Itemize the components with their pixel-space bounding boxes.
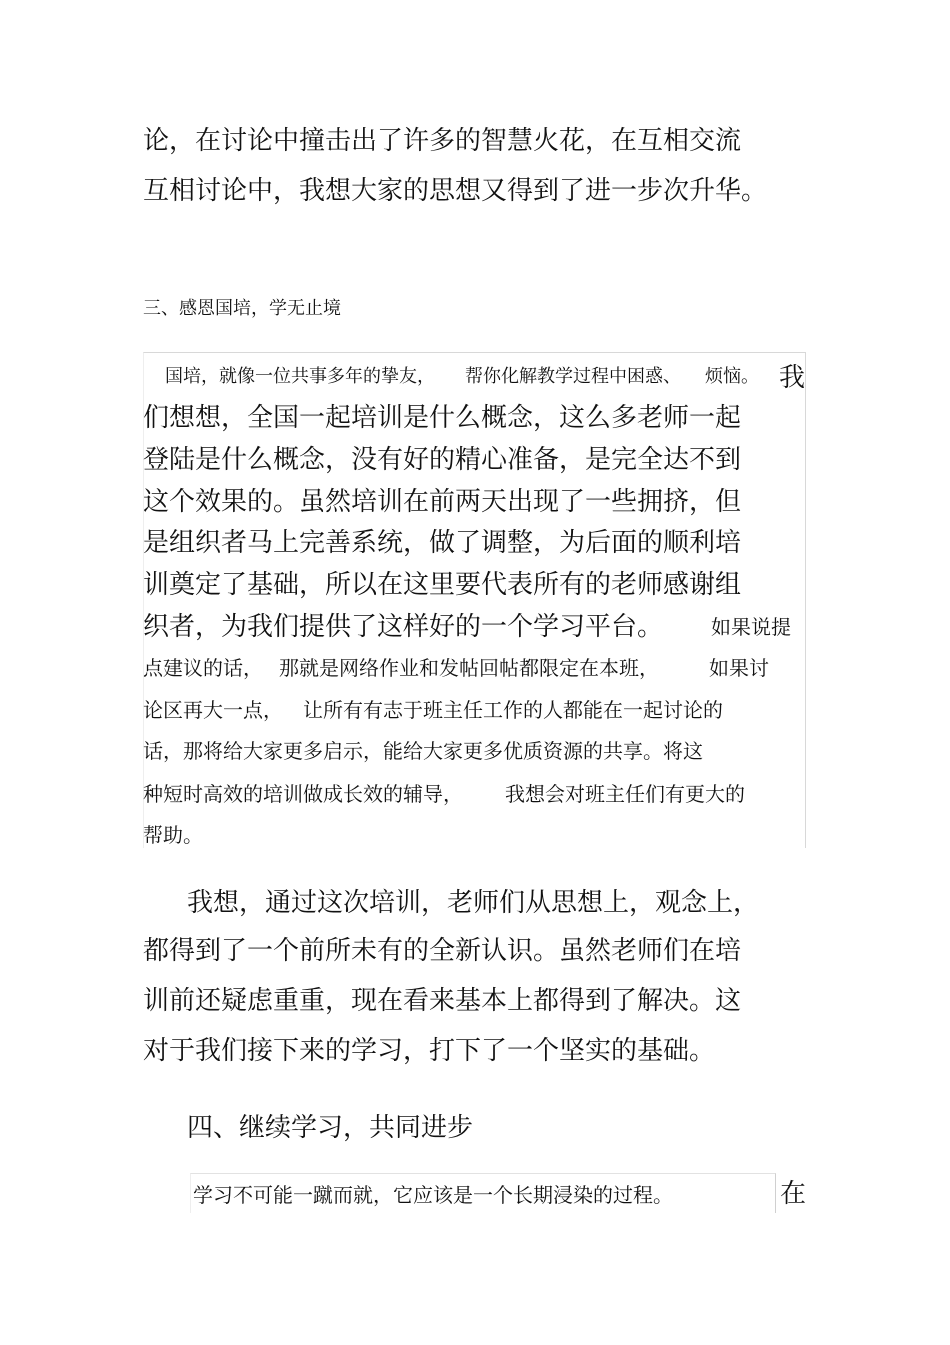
body-text-line: 都得到了一个前所未有的全新认识。虽然老师们在培 [143,936,742,966]
text-fragment: 国培，就像一位共事多年的挚友， [165,366,435,387]
body-text-line: 这个效果的。虽然培训在前两天出现了一些拥挤，但 [143,487,742,517]
body-text-line: 登陆是什么概念，没有好的精心准备，是完全达不到 [143,445,742,475]
body-text-fragment: 我 [779,363,806,393]
text-fragment: 让所有有志于班主任工作的人都能在一起讨论的 [303,698,723,722]
body-text-fragment: 如果说提 [711,615,791,639]
body-text-line: 话，那将给大家更多启示，能给大家更多优质资源的共享。将这 [143,739,703,763]
text-fragment: 那就是网络作业和发帖回帖都限定在本班， [279,656,659,680]
text-fragment: 烦恼。 [705,366,759,387]
body-text-line: 论，在讨论中撞击出了许多的智慧火花，在互相交流 [143,126,742,156]
text-fragment: 论区再大一点， [143,698,283,722]
text-fragment: 帮你化解教学过程中困惑、 [465,366,681,387]
body-text-line: 互相讨论中，我想大家的思想又得到了进一步次升华。 [143,176,768,206]
section-heading: 四、继续学习，共同进步 [187,1113,474,1143]
text-fragment: 如果讨 [709,656,769,680]
body-text-line: 训奠定了基础，所以在这里要代表所有的老师感谢组 [143,570,742,600]
body-text-line: 学习不可能一蹴而就，它应该是一个长期浸染的过程。 [193,1183,673,1207]
body-text-line: 对于我们接下来的学习，打下了一个坚实的基础。 [143,1036,716,1066]
body-text-line [165,368,759,386]
body-text-line [143,784,745,804]
body-text-line: 是组织者马上完善系统，做了调整，为后面的顺利培 [143,528,742,558]
body-text-line: 帮助。 [143,823,203,847]
body-text-line [143,700,723,720]
body-text-line: 们想想，全国一起培训是什么概念，这么多老师一起 [143,403,742,433]
section-heading: 三、感恩国培，学无止境 [143,298,341,319]
body-text-line: 我想，通过这次培训，老师们从思想上，观念上， [187,888,760,918]
body-text-fragment: 在 [780,1179,807,1209]
body-text-line [143,658,769,678]
text-fragment: 我想会对班主任们有更大的 [505,782,745,806]
text-fragment: 种短时高效的培训做成长效的辅导， [143,782,463,806]
text-fragment: 点建议的话， [143,656,263,680]
body-text-line: 织者，为我们提供了这样好的一个学习平台。 [143,612,664,642]
body-text-line: 训前还疑虑重重，现在看来基本上都得到了解决。这 [143,986,742,1016]
